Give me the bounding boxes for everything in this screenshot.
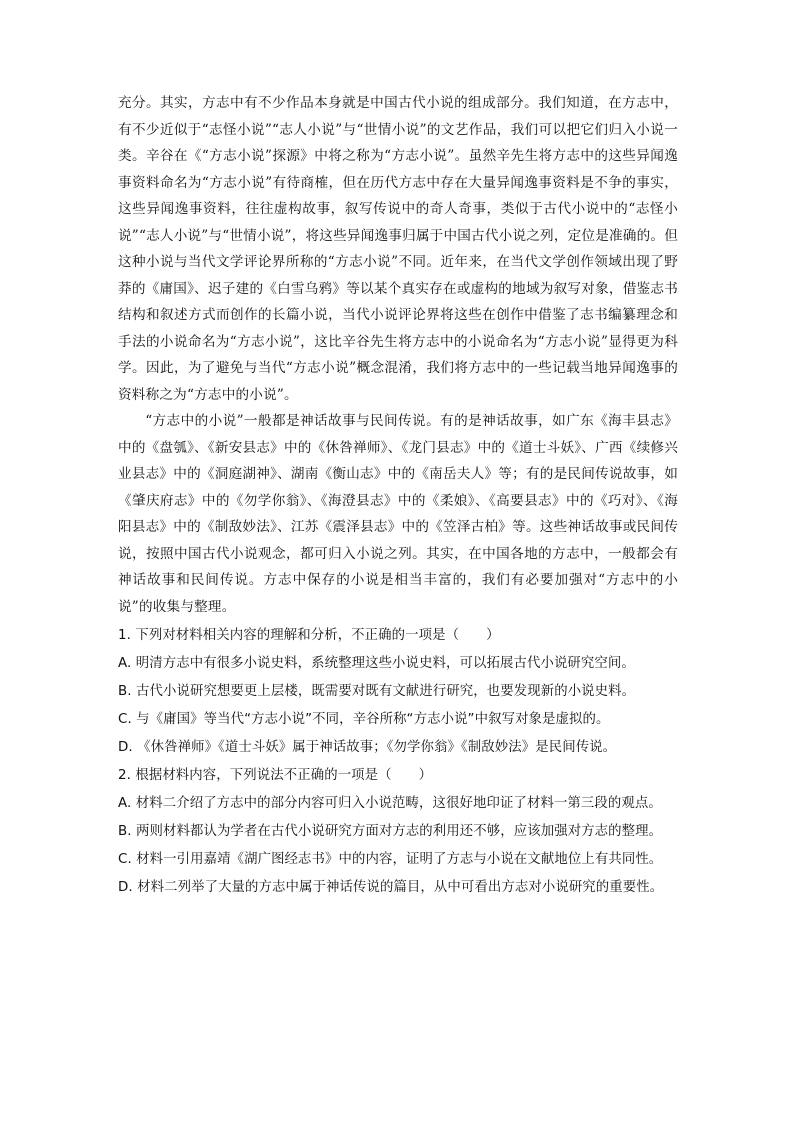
passage-paragraph: 充分。其实，方志中有不少作品本身就是中国古代小说的组成部分。我们知道，在方志中，有不少近似于“志怪小说”“志人小说”与“世情小说”的文艺作品，我们可以把它们归入小说一类。辛谷在《“方志小说”探源》中将之称为“方志小说”。虽然辛先生将方志中的这些异闻逸事资料命名为“方志小说”有待商榷，但在历代方志中存在大量异闻逸事资料是不争的事实，这些异闻逸事资料，往往虚构故事，叙写传说中的奇人奇事，类似于古代小说中的“志怪小说”“志人小说”与“世情小说”，将这些异闻逸事归属于中国古代小说之列，定位是准确的。但这种小说与当代文学评论界所称的“方志小说”不同。近年来，在当代文学创作领域出现了野莽的《庸国》、迟子建的《白雪乌鸦》等以某个真实存在或虚构的地域为叙写对象，借鉴志书结构和叙述方式而创作的长篇小说，当代小说评论界将这些在创作中借鉴了志书编纂理念和手法的小说命名为“方志小说”，这比辛谷先生将方志中的小说命名为“方志小说”显得更为科学。因此，为了避免与当代“方志小说”概念混淆，我们将方志中的一些记载当地异闻逸事的资料称之为“方志中的小说”。 <box>118 95 678 403</box>
option-a: A. 明清方志中有很多小说史料，系统整理这些小说史料，可以拓展古代小说研究空间。 <box>118 656 635 671</box>
question-list <box>118 622 678 902</box>
reading-passage <box>118 90 678 620</box>
option-c: C. 材料一引用嘉靖《湖广图经志书》中的内容，证明了方志与小说在文献地位上有共同性。 <box>118 852 663 867</box>
option-b: B. 古代小说研究想要更上层楼，既需要对既有文献进行研究，也要发现新的小说史料。 <box>118 684 636 699</box>
option-a: A. 材料二介绍了方志中的部分内容可归入小说范畴，这很好地印证了材料一第三段的观点。 <box>118 796 662 811</box>
question-stem: 2. 根据材料内容，下列说法不正确的一项是（ ） <box>118 768 433 783</box>
option-d: D. 《休咎禅师》《道士斗妖》属于神话故事；《勿学你翁》《制敌妙法》是民间传说。 <box>118 740 617 755</box>
exam-page <box>118 90 678 902</box>
option-d: D. 材料二列举了大量的方志中属于神话传说的篇目，从中可看出方志对小说研究的重要性。 <box>118 880 664 895</box>
passage-paragraph: “方志中的小说”一般都是神话故事与民间传说。有的是神话故事，如广东《海丰县志》中的《盘瓠》、《新安县志》中的《休咎禅师》、《龙门县志》中的《道士斗妖》、广西《续修兴业县志》中的《洞庭湖神》、湖南《衡山志》中的《南岳夫人》等；有的是民间传说故事，如《肇庆府志》中的《勿学你翁》、《海澄县志》中的《柔娘》、《高要县志》中的《巧对》、《海阳县志》中的《制敌妙法》、江苏《震泽县志》中的《笠泽古柏》等。这些神话故事或民间传说，按照中国古代小说观念，都可归入小说之列。其实，在中国各地的方志中，一般都会有神话故事和民间传说。方志中保存的小说是相当丰富的，我们有必要加强对“方志中的小说”的收集与整理。 <box>118 413 678 615</box>
option-b: B. 两则材料都认为学者在古代小说研究方面对方志的利用还不够，应该加强对方志的整理。 <box>118 824 663 839</box>
question-1 <box>118 622 678 762</box>
option-c: C. 与《庸国》等当代“方志小说”不同，辛谷所称“方志小说”中叙写对象是虚拟的。 <box>118 712 610 727</box>
question-2 <box>118 762 678 902</box>
question-stem: 1. 下列对材料相关内容的理解和分析，不正确的一项是（ ） <box>118 628 500 643</box>
